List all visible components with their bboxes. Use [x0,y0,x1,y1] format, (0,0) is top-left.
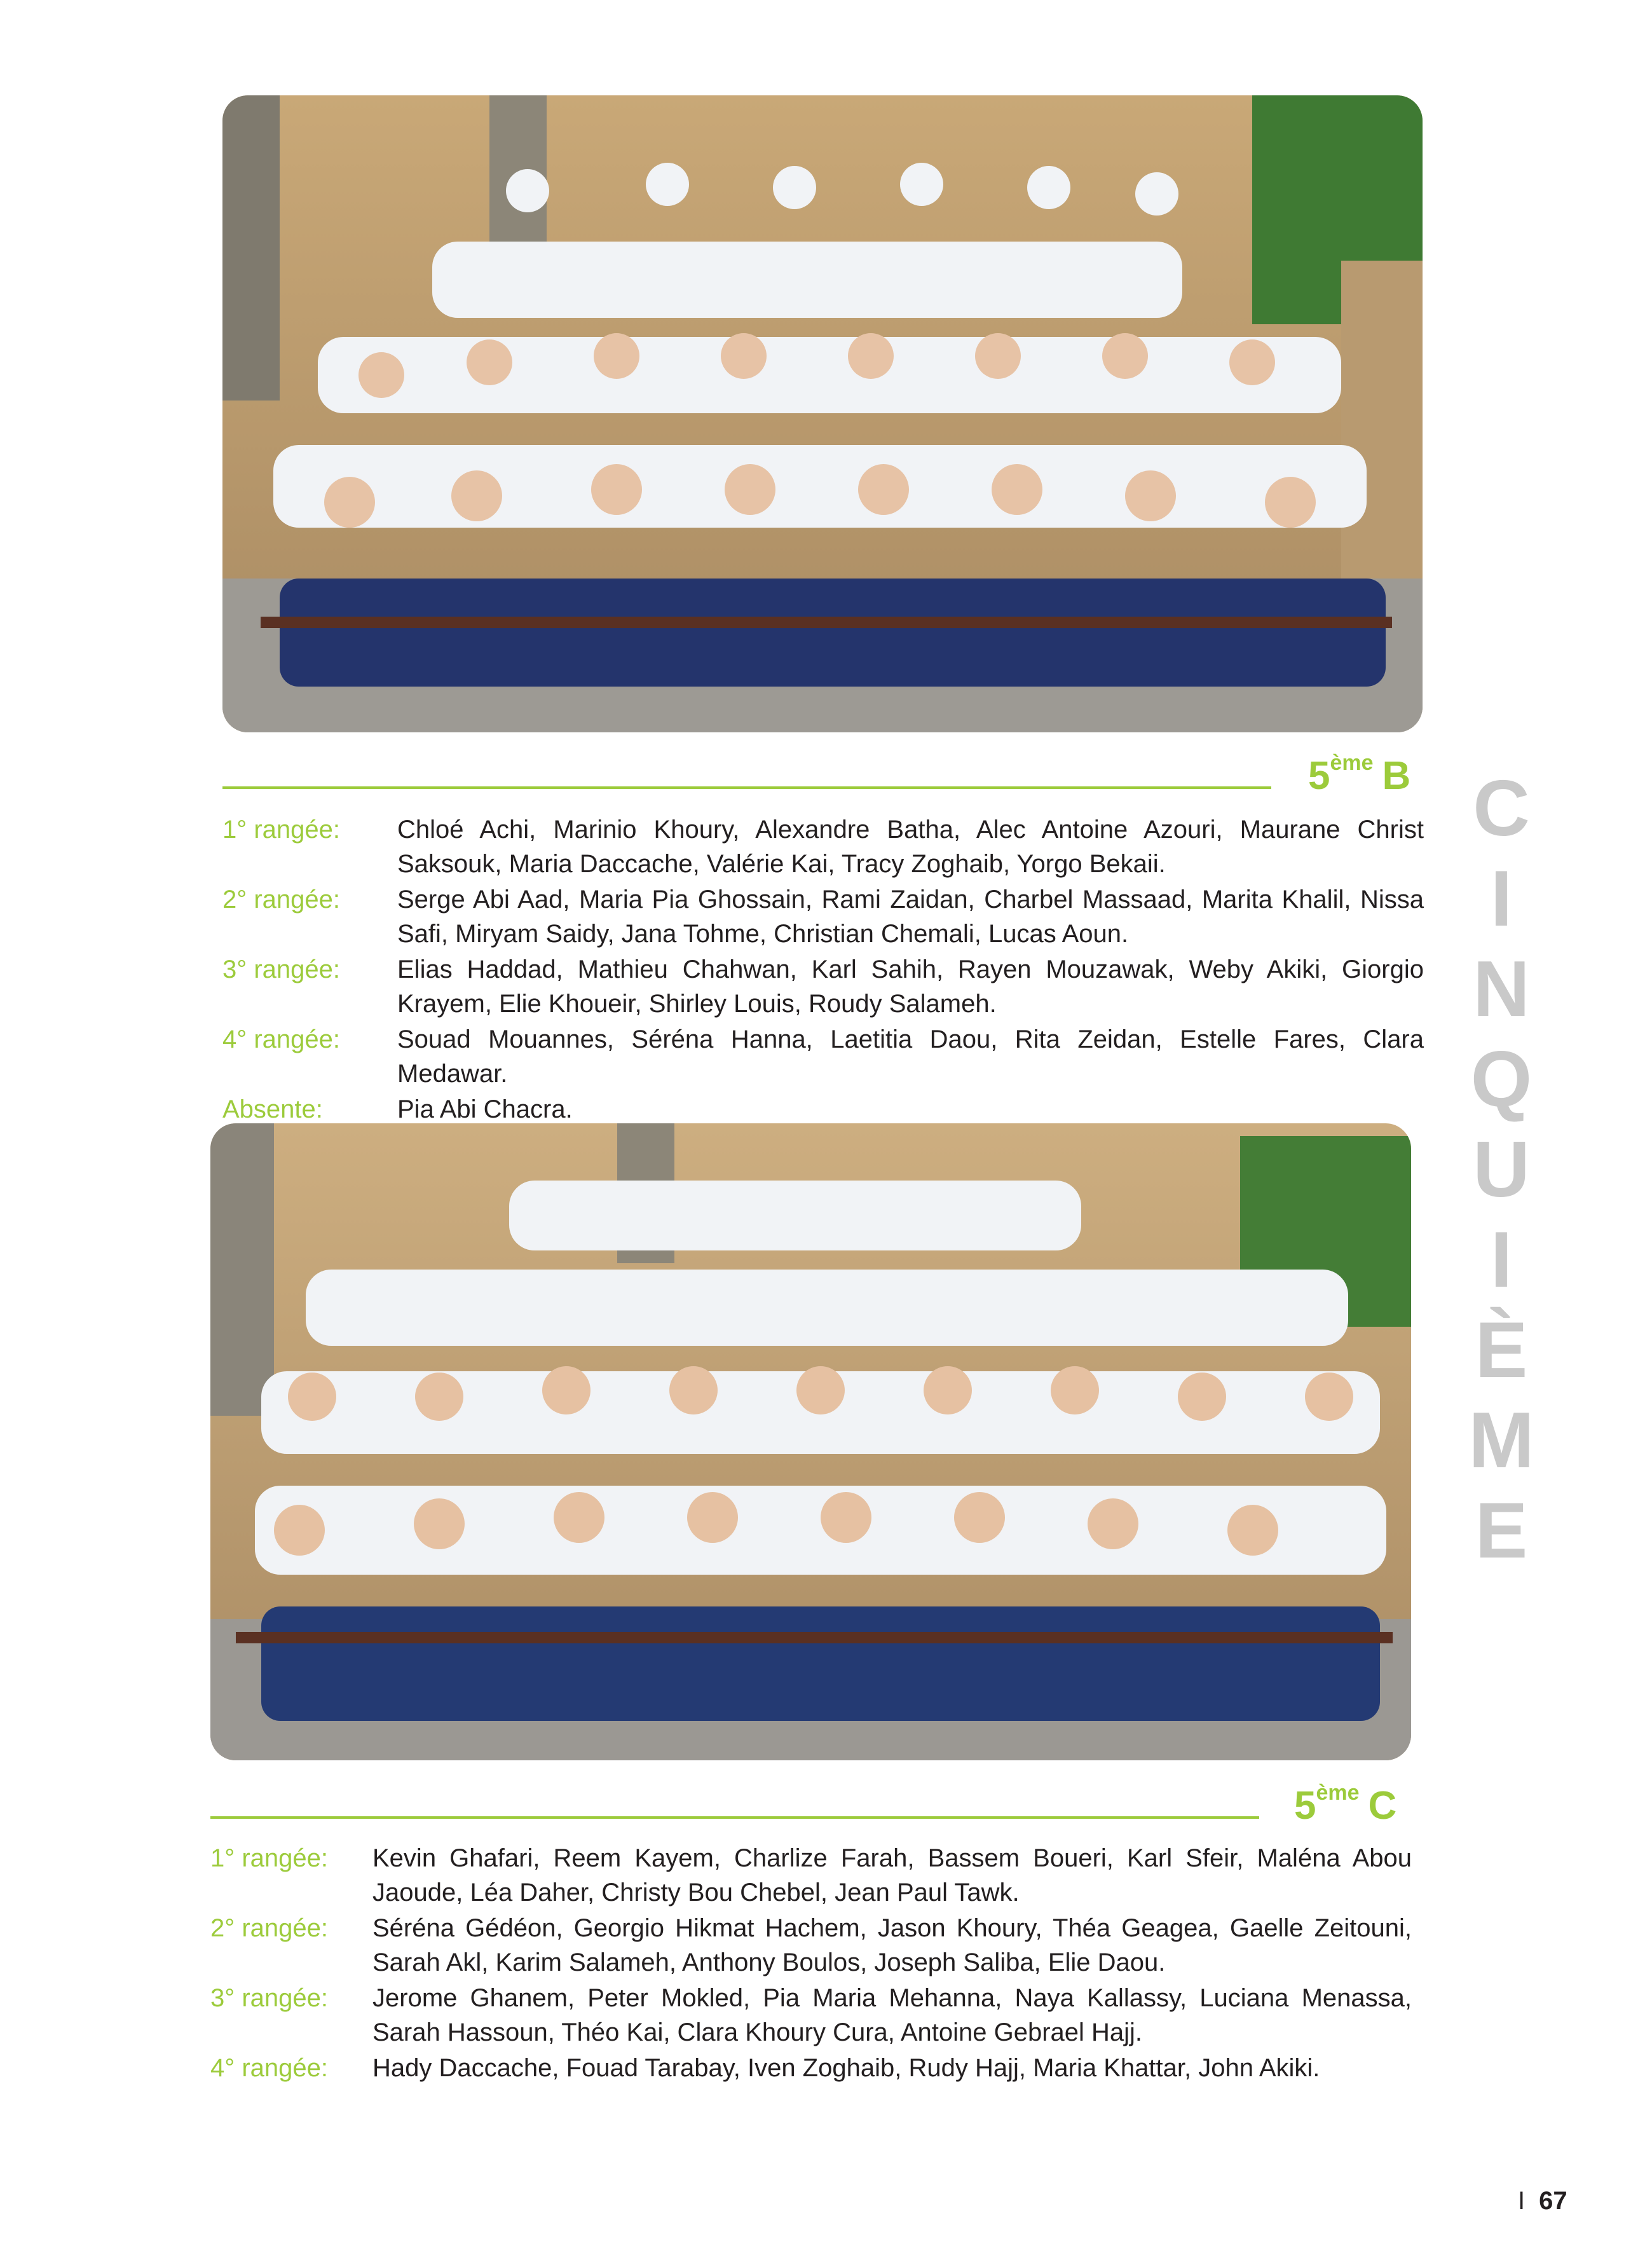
class-5c-row-4 [210,2051,1418,2085]
row-label: 3° rangée: [222,955,341,983]
class-5c-title [1294,1781,1397,1828]
class-5b-title-letter: B [1382,754,1411,798]
row-names: Hady Daccache, Fouad Tarabay, Iven Zoghaib, Rudy Hajj, Maria Khattar, John Akiki. [372,2054,1320,2082]
row-label: 4° rangée: [210,2054,329,2082]
row-names: Kevin Ghafari, Reem Kayem, Charlize Farah, Bassem Boueri, Karl Sfeir, Maléna Abou Jaoude, Léa Daher, Christy Bou Chebel, Jean Paul Tawk. [372,1844,1412,1907]
class-5b-row-1 [222,812,1430,881]
section-title-letter: N [1473,945,1530,1033]
class-5b-row-2 [222,882,1430,951]
class-photo-5c-illustration [210,1123,1411,1760]
class-5c-row-1 [210,1841,1418,1910]
class-5b-title-number: 5 [1308,754,1330,798]
section-title-letter: C [1473,765,1530,853]
class-5c-title-number: 5 [1294,1784,1316,1828]
class-photo-5b [222,95,1423,732]
page-number-bar: I [1518,2187,1526,2215]
row-names: Serge Abi Aad, Maria Pia Ghossain, Rami Zaidan, Charbel Massaad, Marita Khalil, Nissa Safi, Miryam Saidy, Jana Tohme, Christian Chemali, Lucas Aoun. [397,886,1424,948]
row-label: 4° rangée: [222,1025,341,1053]
row-names: Souad Mouannes, Séréna Hanna, Laetitia Daou, Rita Zeidan, Estelle Fares, Clara Medawar. [397,1025,1424,1088]
row-label: Absente: [222,1095,323,1123]
class-photo-5b-illustration [222,95,1423,732]
section-title-letter: U [1473,1126,1530,1214]
class-5c-names [210,1841,1418,2086]
class-5b-row-4 [222,1022,1430,1091]
class-5b-title [1308,751,1411,798]
row-names: Chloé Achi, Marinio Khoury, Alexandre Batha, Alec Antoine Azouri, Maurane Christ Saksouk, Maria Daccache, Valérie Kai, Tracy Zoghaib, Yorgo Bekaii. [397,816,1424,878]
section-title-letter: M [1468,1397,1534,1484]
class-5b-row-absent [222,1092,1430,1126]
class-5c-title-suffix: ème [1316,1781,1360,1805]
section-title-letter: Q [1470,1036,1533,1123]
row-label: 2° rangée: [222,886,341,914]
row-label: 3° rangée: [210,1984,329,2012]
row-names: Elias Haddad, Mathieu Chahwan, Karl Sahih, Rayen Mouzawak, Weby Akiki, Giorgio Krayem, Elie Khoueir, Shirley Louis, Roudy Salameh. [397,955,1424,1018]
class-5b-row-3 [222,952,1430,1021]
class-5c-divider [210,1816,1259,1819]
page-number-value: 67 [1539,2187,1567,2215]
section-title-letter: E [1475,1487,1528,1575]
class-5c-title-letter: C [1368,1784,1397,1828]
class-5c-row-3 [210,1981,1418,2050]
class-photo-5c [210,1123,1411,1760]
class-5b-divider [222,786,1271,789]
row-names: Séréna Gédéon, Georgio Hikmat Hachem, Jason Khoury, Théa Geagea, Gaelle Zeitouni, Sarah Akl, Karim Salameh, Anthony Boulos, Joseph Saliba, Elie Daou. [372,1914,1412,1976]
row-names: Jerome Ghanem, Peter Mokled, Pia Maria Mehanna, Naya Kallassy, Luciana Menassa, Sarah Hassoun, Théo Kai, Clara Khoury Cura, Antoine Gebrael Hajj. [372,1984,1412,2046]
class-5b-title-suffix: ème [1330,751,1374,776]
class-5b-names [222,812,1430,1128]
page-number [1518,2187,1567,2215]
section-title-letter: I [1490,855,1513,943]
row-label: 2° rangée: [210,1914,329,1942]
section-title-letter: È [1475,1306,1528,1394]
class-5c-row-2 [210,1911,1418,1980]
row-label: 1° rangée: [210,1844,329,1872]
row-label: 1° rangée: [222,816,341,844]
section-title-letter: I [1490,1216,1513,1304]
row-names: Pia Abi Chacra. [397,1095,573,1123]
section-title-vertical [1463,765,1539,1582]
